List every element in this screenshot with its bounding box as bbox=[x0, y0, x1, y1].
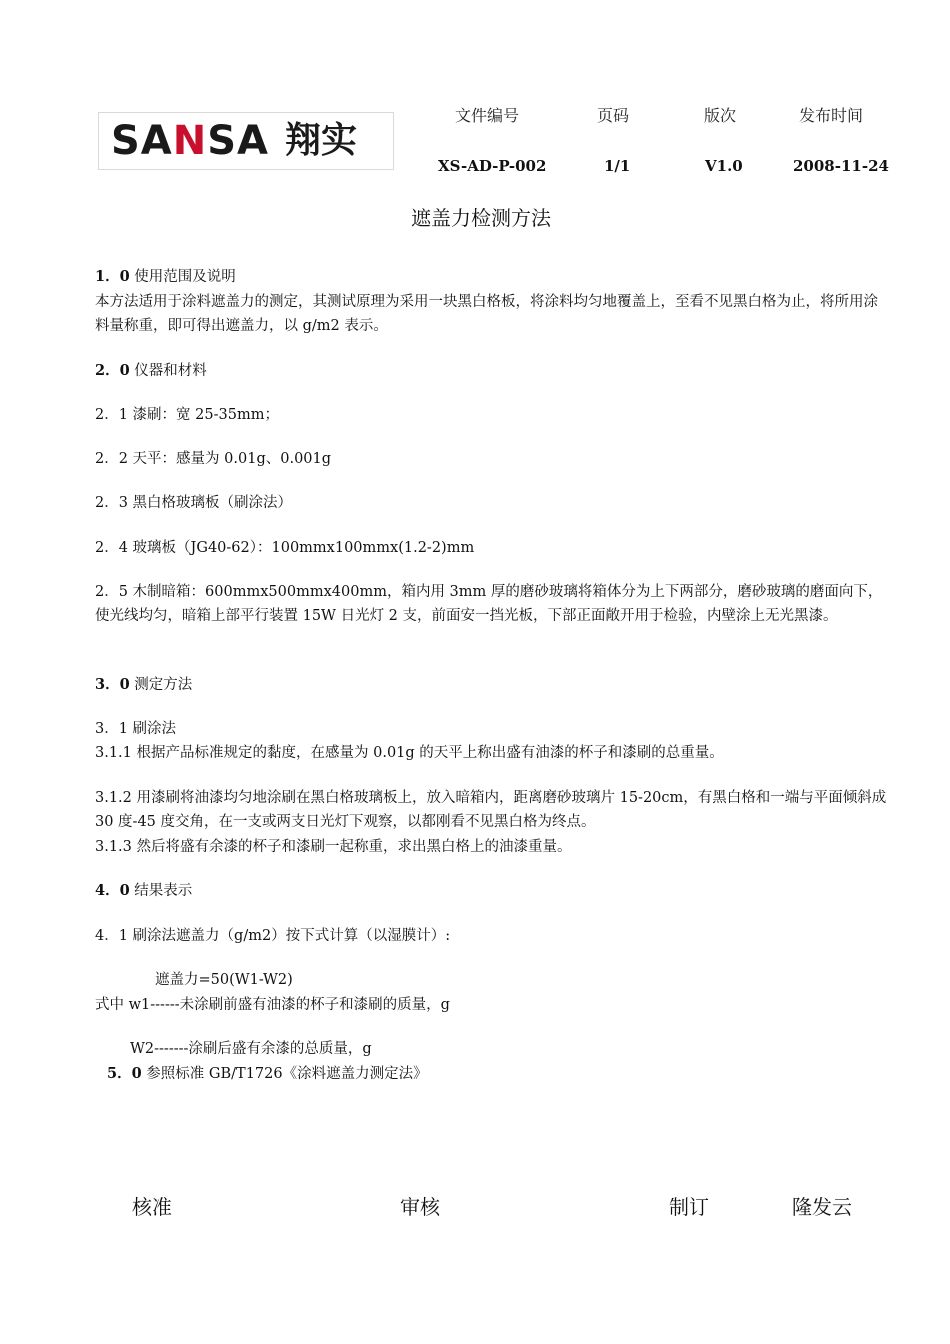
section-2-item-5: 2．5 木制暗箱：600mmx500mmx400mm，箱内用 3mm 厚的磨砂玻璃将箱体分为上下两部分，磨砂玻璃的磨面向下，使光线均匀，暗箱上部平行装置 15W 日光灯 2 支，前面安一挡光板，下部正面敞开用于检验，内壁涂上无光黑漆。 bbox=[95, 584, 883, 624]
section-4-sub: 4．1 刷涂法遮盖力（g/m2）按下式计算（以湿膜计）: bbox=[95, 928, 451, 944]
header-label-date: 发布时间 bbox=[799, 106, 864, 125]
document-title: 遮盖力检测方法 bbox=[411, 206, 551, 230]
header-label-page: 页码 bbox=[597, 106, 630, 125]
header-value-date: 2008-11-24 bbox=[793, 157, 889, 175]
section-3-sub: 3．1 刷涂法 bbox=[95, 721, 177, 737]
section-4-w1: 式中 w1------未涂刷前盛有油漆的杯子和漆刷的质量，g bbox=[95, 997, 450, 1013]
header-value-page: 1/1 bbox=[604, 157, 631, 175]
logo-cjk: 翔实 bbox=[285, 120, 358, 161]
section-2-item-2: 2．2 天平：感量为 0.01g、0.001g bbox=[95, 451, 332, 467]
header-label-doc-no: 文件编号 bbox=[455, 106, 520, 125]
company-logo bbox=[98, 112, 394, 170]
logo-latin: SANSA bbox=[111, 118, 270, 164]
section-3-p1: 3.1.1 根据产品标准规定的黏度，在感量为 0.01g 的天平上称出盛有油漆的杯子和漆刷的总重量。 bbox=[95, 745, 724, 761]
footer-draft-label: 制订 bbox=[669, 1195, 709, 1219]
header-value-version: V1.0 bbox=[705, 157, 743, 175]
footer-approve-label: 核准 bbox=[132, 1195, 172, 1219]
section-3-p3: 3.1.3 然后将盛有余漆的杯子和漆刷一起称重，求出黑白格上的油漆重量。 bbox=[95, 839, 572, 855]
section-2-item-3: 2．3 黑白格玻璃板（刷涂法） bbox=[95, 495, 293, 511]
section-5: 5．0 参照标准 GB/T1726《涂料遮盖力测定法》 bbox=[107, 1065, 428, 1082]
footer-review-label: 审核 bbox=[400, 1195, 440, 1219]
section-4-w2: W2-------涂刷后盛有余漆的总质量，g bbox=[130, 1041, 372, 1057]
header-label-version: 版次 bbox=[704, 106, 737, 125]
header-value-doc-no: XS-AD-P-002 bbox=[438, 157, 547, 175]
section-1-text: 本方法适用于涂料遮盖力的测定，其测试原理为采用一块黑白格板，将涂料均匀地覆盖上，至看不见黑白格为止，将所用涂料量称重，即可得出遮盖力，以 g/m2 表示。 bbox=[95, 294, 878, 334]
section-3-heading: 3．0 测定方法 bbox=[95, 676, 193, 693]
section-2-item-4: 2．4 玻璃板（JG40-62）：100mmx100mmx(1.2-2)mm bbox=[95, 540, 475, 556]
section-3-p2: 3.1.2 用漆刷将油漆均匀地涂刷在黑白格玻璃板上，放入暗箱内，距离磨砂玻璃片 15-20cm，有黑白格和一端与平面倾斜成 30 度-45 度交角，在一支或两支日光灯下观察，以都刚看不见黑白格为终点。 bbox=[95, 790, 887, 830]
section-2-heading: 2．0 仪器和材料 bbox=[95, 362, 207, 379]
footer-drafter-name: 隆发云 bbox=[792, 1195, 852, 1219]
section-1-heading: 1．0 使用范围及说明 bbox=[95, 268, 236, 285]
section-4-heading: 4．0 结果表示 bbox=[95, 882, 193, 899]
section-4-formula: 遮盖力=50(W1-W2) bbox=[155, 972, 293, 988]
section-2-item-1: 2．1 漆刷：宽 25-35mm； bbox=[95, 407, 279, 423]
